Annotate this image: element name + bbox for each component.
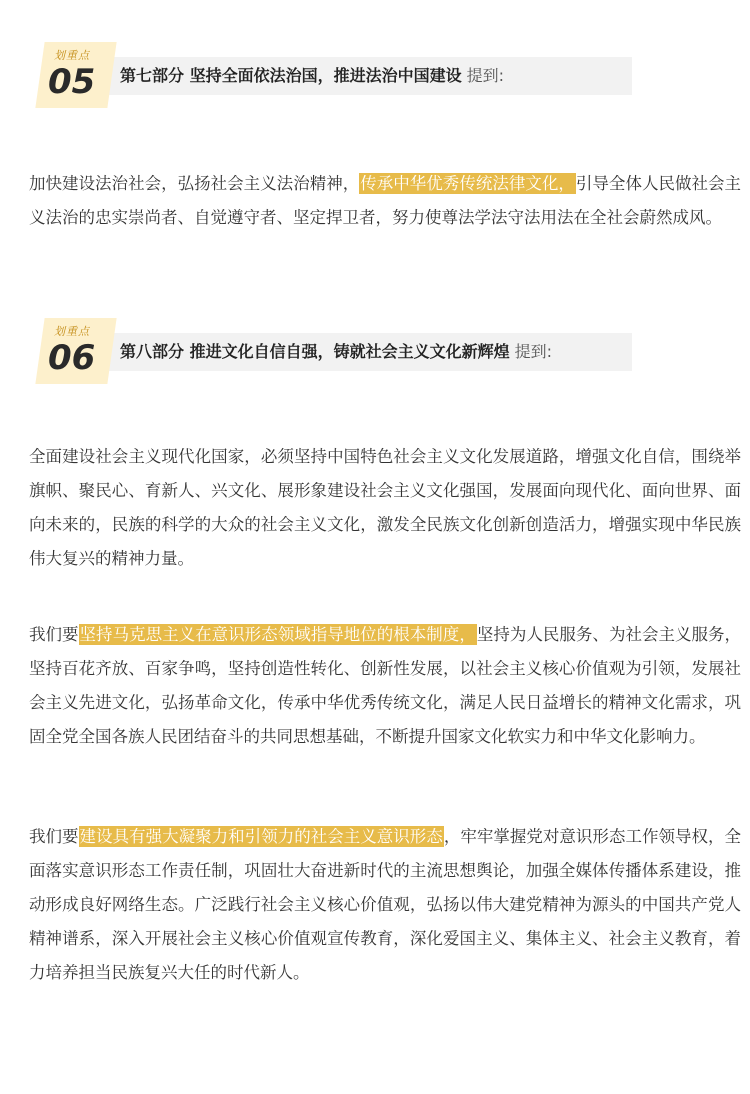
paragraph-3 — [29, 618, 741, 754]
section-header-05 — [40, 42, 632, 108]
section-title-suffix: 提到: — [514, 342, 553, 361]
badge-number: 05 — [48, 62, 96, 102]
section-title-suffix: 提到: — [466, 66, 505, 85]
highlighted-text: 传承中华优秀传统法律文化， — [360, 174, 575, 193]
section-title — [120, 57, 504, 95]
paragraph-text: 我们要 — [29, 625, 79, 644]
section-title — [120, 333, 552, 371]
badge-number: 06 — [48, 338, 96, 378]
paragraph-1 — [29, 167, 741, 235]
badge-label: 划重点 — [54, 49, 90, 62]
paragraph-text: 我们要 — [29, 827, 79, 846]
paragraph-text: 引导全体人民做社会主义法治的忠实崇尚者、自觉遵守者、坚定捍卫者，努力使尊法学法守法用法在全社会蔚然成风。 — [29, 174, 742, 227]
section-header-06 — [40, 318, 632, 384]
paragraph-text: 加快建设法治社会，弘扬社会主义法治精神， — [29, 174, 360, 193]
badge-label: 划重点 — [54, 325, 90, 338]
section-title-text: 第七部分 坚持全面依法治国，推进法治中国建设 — [120, 66, 462, 85]
paragraph-2: 全面建设社会主义现代化国家，必须坚持中国特色社会主义文化发展道路，增强文化自信，围绕举旗帜、聚民心、育新人、兴文化、展形象建设社会主义文化强国，发展面向现代化、面向世界、面向未来的，民族的科学的大众的社会主义文化，激发全民族文化创新创造活力，增强实现中华民族伟大复兴的精神力量。 — [29, 447, 741, 568]
highlighted-text: 建设具有强大凝聚力和引领力的社会主义意识形态 — [79, 827, 443, 846]
paragraph-4 — [29, 820, 741, 990]
section-title-text: 第八部分 推进文化自信自强，铸就社会主义文化新辉煌 — [120, 342, 510, 361]
highlighted-text: 坚持马克思主义在意识形态领域指导地位的根本制度， — [79, 625, 476, 644]
paragraph-text: ，牢牢掌握党对意识形态工作领导权，全面落实意识形态工作责任制，巩固壮大奋进新时代的主流思想舆论，加强全媒体传播体系建设，推动形成良好网络生态。广泛践行社会主义核心价值观，弘扬以伟大建党精神为源头的中国共产党人精神谱系，深入开展社会主义核心价值观宣传教育，深化爱国主义、集体主义、社会主义教育，着力培养担当民族复兴大任的时代新人。 — [29, 827, 742, 982]
paragraph-text: 坚持为人民服务、为社会主义服务，坚持百花齐放、百家争鸣，坚持创造性转化、创新性发展，以社会主义核心价值观为引领，发展社会主义先进文化，弘扬革命文化，传承中华优秀传统文化，满足人民日益增长的精神文化需求，巩固全党全国各族人民团结奋斗的共同思想基础，不断提升国家文化软实力和中华文化影响力。 — [29, 625, 742, 746]
